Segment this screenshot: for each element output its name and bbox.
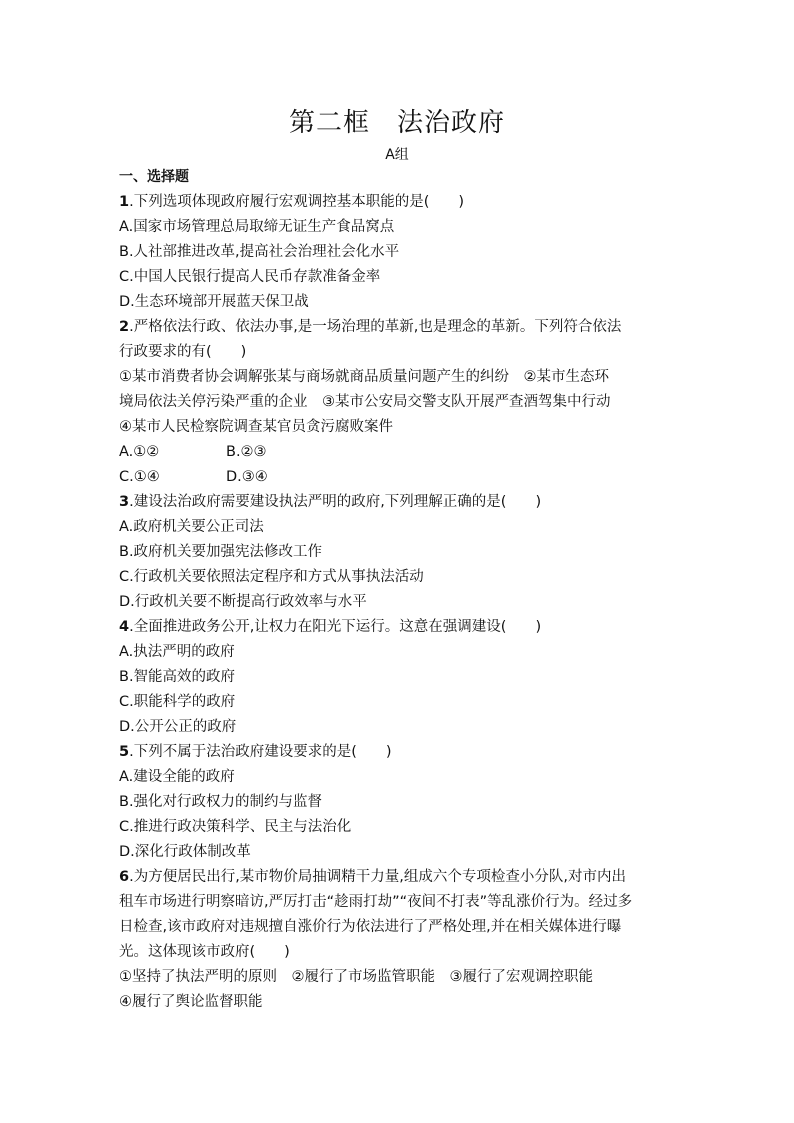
question-3 (119, 490, 689, 615)
option-c: C.推进行政决策科学、民主与法治化 (119, 819, 352, 835)
question-stem (119, 190, 689, 215)
question-1 (119, 190, 689, 315)
page-title: 第二框 法治政府 (288, 108, 505, 138)
option-a: A.①② (119, 444, 160, 460)
question-number: 4 (119, 619, 130, 635)
question-text-continued: 日检查,该市政府对违规擅自涨价行为依法进行了严格处理,并在相关媒体进行曝 (119, 919, 622, 935)
option-c: C.行政机关要依照法定程序和方式从事执法活动 (119, 569, 424, 585)
question-number: 2 (119, 319, 130, 335)
option-c: C.中国人民银行提高人民币存款准备金率 (119, 269, 381, 285)
option-d: D.深化行政体制改革 (119, 844, 251, 860)
option-b: B.政府机关要加强宪法修改工作 (119, 544, 323, 560)
statement-line: ①坚持了执法严明的原则 ②履行了市场监管职能 ③履行了宏观调控职能 (119, 969, 593, 985)
question-number: 5 (119, 744, 130, 760)
group-label: A组 (385, 147, 409, 163)
question-text-continued: 租车市场进行明察暗访,严厉打击“趁雨打劫”“夜间不打表”等乱涨价行为。经过多 (119, 894, 633, 910)
option-a: A.国家市场管理总局取缔无证生产食品窝点 (119, 219, 395, 235)
question-stem (119, 865, 689, 890)
question-number: 6 (119, 869, 130, 885)
question-text: .下列选项体现政府履行宏观调控基本职能的是( ) (129, 194, 465, 210)
statement-line: 境局依法关停污染严重的企业 ③某市公安局交警支队开展严查酒驾集中行动 (119, 394, 611, 410)
question-5 (119, 740, 689, 865)
option-b: B.人社部推进改革,提高社会治理社会化水平 (119, 244, 400, 260)
statement-line: ④履行了舆论监督职能 (119, 994, 263, 1010)
question-stem (119, 615, 689, 640)
option-d: D.生态环境部开展蓝天保卫战 (119, 294, 309, 310)
option-d: D.公开公正的政府 (119, 719, 237, 735)
question-text-continued: 行政要求的有( ) (119, 344, 247, 360)
question-text-continued: 光。这体现该市政府( ) (119, 944, 290, 960)
question-number: 3 (119, 494, 130, 510)
statement-line: ④某市人民检察院调查某官员贪污腐败案件 (119, 419, 393, 435)
option-d: D.行政机关要不断提高行政效率与水平 (119, 594, 367, 610)
statement-line: ①某市消费者协会调解张某与商场就商品质量问题产生的纠纷 ②某市生态环 (119, 369, 609, 385)
question-text: .下列不属于法治政府建设要求的是( ) (129, 744, 392, 760)
question-stem (119, 490, 689, 515)
question-6 (119, 865, 689, 1015)
option-c: C.①④ (119, 469, 160, 485)
option-a: A.政府机关要公正司法 (119, 519, 264, 535)
question-4 (119, 615, 689, 740)
option-a: A.执法严明的政府 (119, 644, 235, 660)
question-stem (119, 740, 689, 765)
question-stem (119, 315, 689, 340)
section-heading: 一、选择题 (119, 169, 189, 185)
options-row (119, 440, 689, 465)
question-2 (119, 315, 689, 490)
question-number: 1 (119, 194, 130, 210)
question-text: .全面推进政务公开,让权力在阳光下运行。这意在强调建设( ) (129, 619, 542, 635)
question-content (119, 165, 689, 1015)
option-b: B.智能高效的政府 (119, 669, 236, 685)
option-d: D.③④ (226, 469, 268, 485)
option-b: B.强化对行政权力的制约与监督 (119, 794, 323, 810)
option-b: B.②③ (226, 444, 267, 460)
question-text: .建设法治政府需要建设执法严明的政府,下列理解正确的是( ) (129, 494, 542, 510)
options-row (119, 465, 689, 490)
question-text: .为方便居民出行,某市物价局抽调精干力量,组成六个专项检查小分队,对市内出 (129, 869, 627, 885)
question-text: .严格依法行政、依法办事,是一场治理的革新,也是理念的革新。下列符合依法 (129, 319, 622, 335)
option-c: C.职能科学的政府 (119, 694, 236, 710)
option-a: A.建设全能的政府 (119, 769, 235, 785)
